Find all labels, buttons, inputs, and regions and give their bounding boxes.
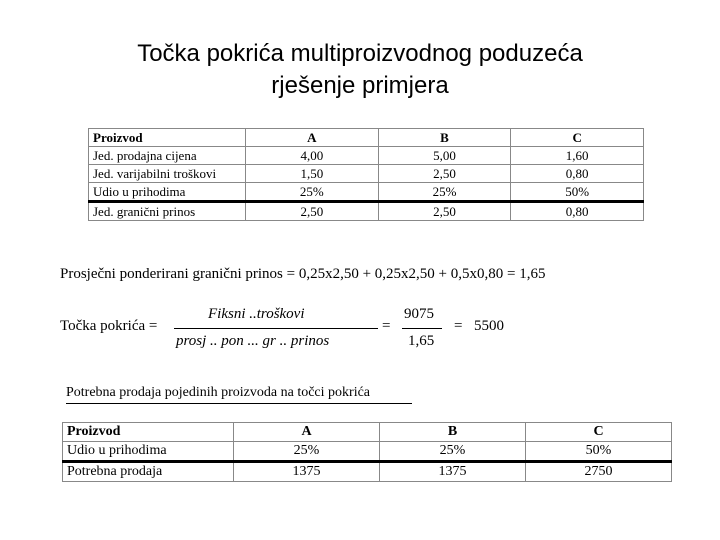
- table-row: [89, 202, 644, 221]
- table-cell: 25%: [378, 183, 511, 202]
- equals-sign: =: [454, 318, 463, 334]
- header-cell: B: [378, 129, 511, 147]
- table-cell: 0,80: [511, 165, 644, 183]
- value-denominator: 1,65: [408, 333, 435, 349]
- table-cell: 2,50: [378, 165, 511, 183]
- header-cell: C: [526, 423, 672, 442]
- table-cell: 50%: [526, 442, 672, 462]
- product-data-table: [88, 128, 644, 221]
- table-cell: Jed. varijabilni troškovi: [89, 165, 246, 183]
- table-cell: Jed. prodajna cijena: [89, 147, 246, 165]
- fraction-bar: [174, 328, 378, 329]
- table-cell: 1,50: [246, 165, 379, 183]
- formula-result: 5500: [474, 318, 504, 334]
- table-cell: Udio u prihodima: [89, 183, 246, 202]
- table-cell: 25%: [380, 442, 526, 462]
- weighted-margin-equation: Prosječni ponderirani granični prinos = 0,25x2,50 + 0,25x2,50 + 0,5x0,80 = 1,65: [60, 266, 546, 282]
- table-cell: Potrebna prodaja: [63, 462, 234, 482]
- slide-title: [0, 38, 720, 102]
- table-cell: 0,80: [511, 202, 644, 221]
- table-cell: 4,00: [246, 147, 379, 165]
- value-numerator: 9075: [404, 306, 434, 322]
- table-header-row: [63, 423, 672, 442]
- table-row: [89, 147, 644, 165]
- table-row: [63, 442, 672, 462]
- formula-label: Točka pokrića =: [60, 318, 158, 334]
- table-row: [89, 183, 644, 202]
- formula-numerator: Fiksni ..troškovi: [208, 306, 305, 322]
- table-cell: Udio u prihodima: [63, 442, 234, 462]
- caption-underline: [66, 403, 412, 404]
- table-cell: 25%: [246, 183, 379, 202]
- table-cell: 1375: [234, 462, 380, 482]
- header-cell: B: [380, 423, 526, 442]
- header-cell: A: [246, 129, 379, 147]
- required-sales-table: [62, 422, 672, 482]
- fraction-bar: [402, 328, 442, 329]
- title-line-2: rješenje primjera: [271, 72, 449, 99]
- header-cell: Proizvod: [89, 129, 246, 147]
- table-cell: 1375: [380, 462, 526, 482]
- table-cell: 2750: [526, 462, 672, 482]
- table-cell: Jed. granični prinos: [89, 202, 246, 221]
- table-cell: 50%: [511, 183, 644, 202]
- table-cell: 2,50: [378, 202, 511, 221]
- header-cell: C: [511, 129, 644, 147]
- table-cell: 1,60: [511, 147, 644, 165]
- formula-denominator: prosj .. pon ... gr .. prinos: [176, 333, 330, 349]
- table-row: [63, 462, 672, 482]
- header-cell: Proizvod: [63, 423, 234, 442]
- table-cell: 25%: [234, 442, 380, 462]
- table-cell: 2,50: [246, 202, 379, 221]
- table-row: [89, 165, 644, 183]
- table2-caption: Potrebna prodaja pojedinih proizvoda na točci pokrića: [66, 385, 371, 400]
- table-cell: 5,00: [378, 147, 511, 165]
- title-line-1: Točka pokrića multiproizvodnog poduzeća: [137, 40, 583, 67]
- equals-sign: =: [382, 318, 391, 334]
- header-cell: A: [234, 423, 380, 442]
- table-header-row: [89, 129, 644, 147]
